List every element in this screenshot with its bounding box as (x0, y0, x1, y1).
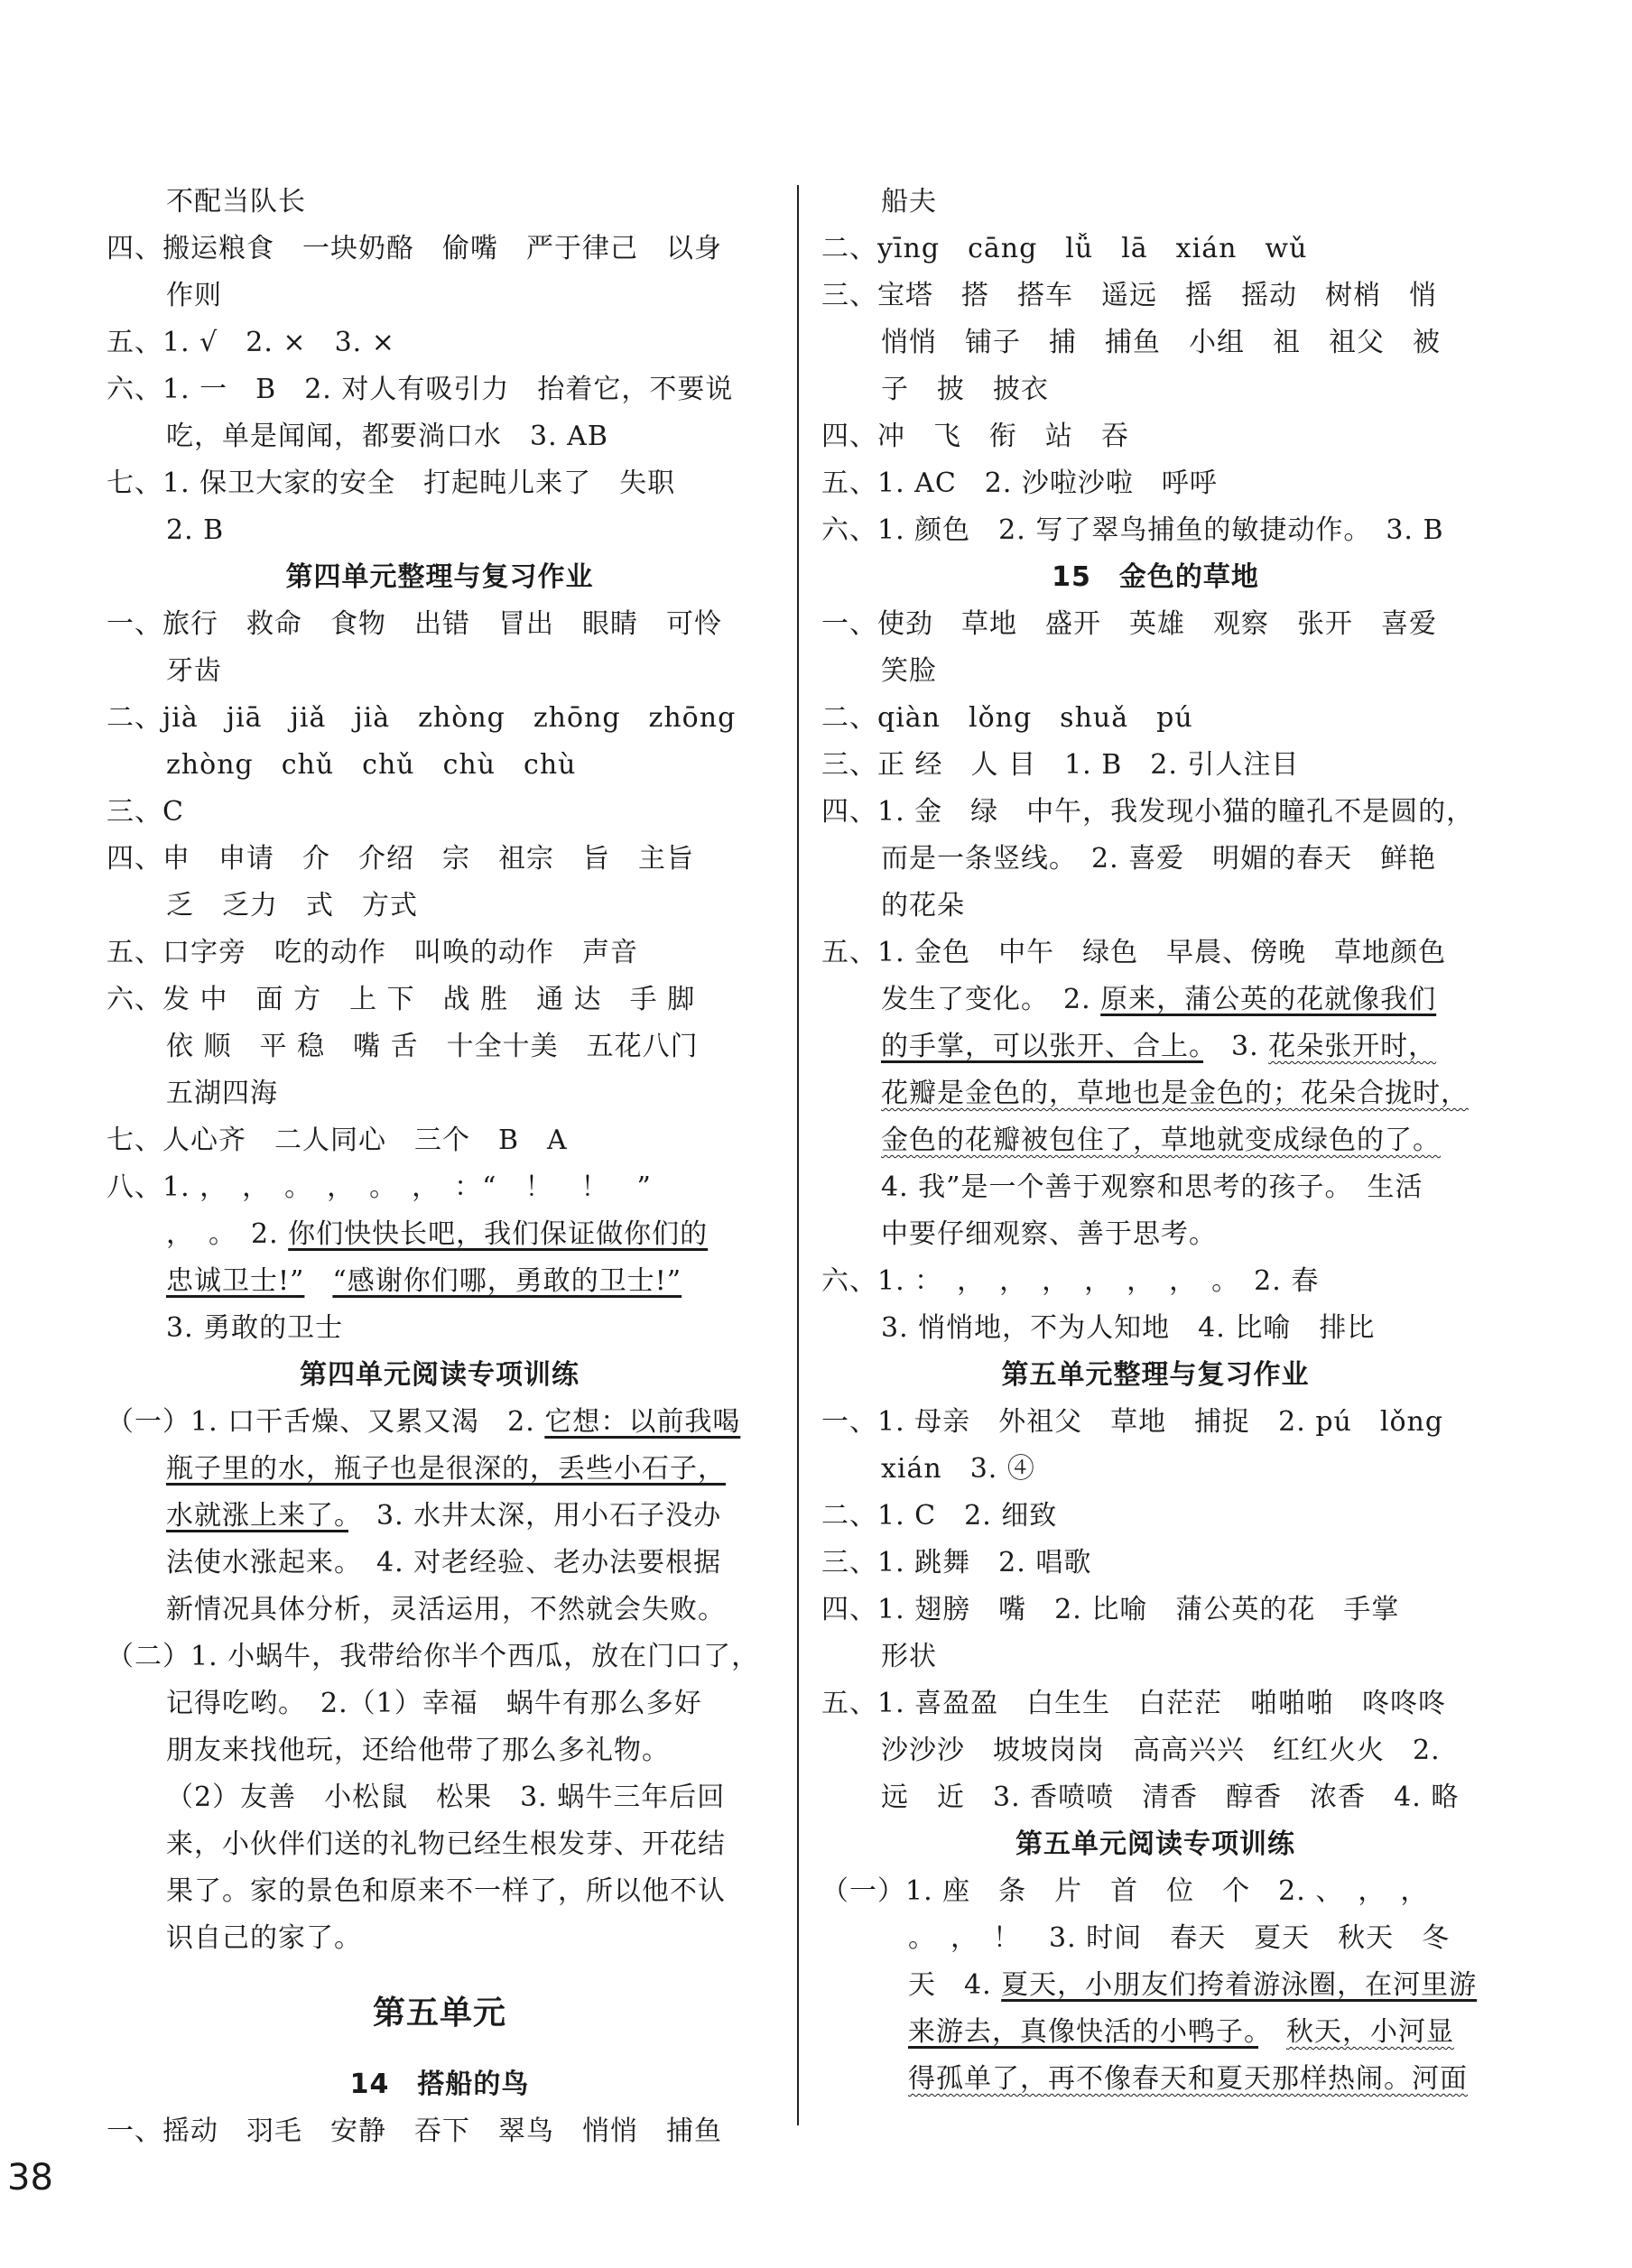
text-segment: 一、使劲 草地 盛开 英雄 观察 张开 喜爱 (821, 608, 1437, 640)
text-segment: 2. B (166, 514, 225, 546)
underlined-text: 你们快快长吧，我们保证做你们的 (288, 1218, 709, 1250)
text-segment: 一、1. 母亲 外祖父 草地 捕捉 2. pú lǒng (821, 1406, 1444, 1438)
answer-line (821, 1211, 1489, 1258)
text-segment: 五湖四海 (166, 1078, 278, 1109)
text-segment: （一）1. 口干舌燥、又累又渴 2. (107, 1406, 545, 1438)
answer-line (107, 366, 773, 413)
text-segment: 发生了变化。 2. (881, 984, 1101, 1015)
text-segment: 六、1. 一 B 2. 对人有吸引力 抬着它，不要说 (107, 374, 734, 405)
text-segment: 一、摇动 羽毛 安静 吞下 翠鸟 悄悄 捕鱼 (107, 2115, 722, 2147)
answer-line (107, 319, 773, 366)
answer-line (107, 1164, 773, 1211)
answer-line (107, 1868, 773, 1915)
unit-heading (107, 1978, 773, 2049)
wavy-underlined-text: 秋天，小河显 (1286, 2016, 1454, 2048)
text-segment: 中要仔细观察、善于思考。 (881, 1218, 1217, 1250)
answer-line (107, 930, 773, 977)
answer-line (107, 883, 773, 930)
answer-line (107, 789, 773, 836)
underlined-text: 它想：以前我喝 (544, 1406, 741, 1438)
answer-line (107, 1915, 773, 1962)
text-segment: 新情况具体分析，灵活运用，不然就会失败。 (166, 1594, 726, 1625)
answer-line (107, 1023, 773, 1070)
text-segment: 五、1. AC 2. 沙啦沙啦 呼呼 (821, 467, 1218, 499)
text-segment: 3. 水井太深，用小石子没办 (348, 1500, 722, 1532)
answer-line (107, 1587, 773, 1634)
text-segment: 4. 我”是一个善于观察和思考的孩子。 生活 (881, 1171, 1423, 1203)
answer-line (107, 836, 773, 883)
text-segment: 三、正 经 人 目 1. B 2. 引人注目 (821, 749, 1300, 781)
text-segment: 15 金色的草地 (1052, 561, 1259, 593)
answer-line (107, 648, 773, 695)
text-segment: （一）1. 座 条 片 首 位 个 2. 、 ， ， (821, 1875, 1429, 1907)
text-segment: 二、qiàn lǒng shuǎ pú (821, 702, 1193, 734)
answer-line (107, 1399, 773, 1446)
underlined-text: 水就涨上来了。 (166, 1500, 348, 1532)
text-segment: 笑脸 (881, 655, 937, 687)
text-segment: 远 近 3. 香喷喷 清香 醇香 浓香 4. 略 (881, 1782, 1460, 1813)
section-heading (821, 1352, 1489, 1399)
answer-line (107, 413, 773, 460)
column-divider (797, 185, 799, 2125)
answer-line (821, 1164, 1489, 1211)
answer-line (821, 1399, 1489, 1446)
text-segment (1258, 2016, 1286, 2048)
answer-line (821, 1023, 1489, 1070)
text-segment: 七、人心齐 二人同心 三个 B A (107, 1125, 568, 1156)
text-segment: 第五单元整理与复习作业 (1001, 1359, 1310, 1391)
text-segment: 五、口字旁 吃的动作 叫唤的动作 声音 (107, 937, 638, 968)
answer-line (821, 1868, 1489, 1915)
text-segment: 一、旅行 救命 食物 出错 冒出 眼睛 可怜 (107, 608, 722, 640)
answer-line (107, 695, 773, 742)
text-segment: zhòng chǔ chǔ chù chù (166, 749, 577, 781)
answer-line (107, 1070, 773, 1117)
answer-line (107, 507, 773, 554)
text-segment (304, 1265, 332, 1297)
text-segment: 形状 (881, 1641, 937, 1672)
text-segment: 识自己的家了。 (166, 1922, 362, 1954)
text-segment: 子 披 披衣 (881, 374, 1049, 405)
underlined-text: “感谢你们哪，勇敢的卫士!” (332, 1265, 682, 1297)
text-segment: ， 。 2. (166, 1218, 289, 1250)
answer-line (821, 1962, 1489, 2009)
answer-line (107, 1117, 773, 1164)
answer-line (821, 319, 1489, 366)
answer-line (821, 930, 1489, 977)
text-segment: 四、冲 飞 衔 站 吞 (821, 421, 1129, 452)
text-segment: 来，小伙伴们送的礼物已经生根发芽、开花结 (166, 1828, 726, 1860)
answer-line (821, 695, 1489, 742)
text-segment: 六、1. 颜色 2. 写了翠鸟捕鱼的敏捷动作。 3. B (821, 514, 1444, 546)
text-segment: 3. (1203, 1031, 1269, 1062)
answer-line (821, 1634, 1489, 1680)
text-segment: 二、yīng cāng lǚ lā xián wǔ (821, 233, 1308, 264)
text-segment: 作则 (166, 280, 222, 311)
text-segment: 五、1. 金色 中午 绿色 早晨、傍晚 草地颜色 (821, 937, 1447, 968)
answer-line (107, 1446, 773, 1493)
section-heading (821, 554, 1489, 601)
answer-line (107, 1680, 773, 1727)
answer-line (821, 1774, 1489, 1821)
answer-line (821, 226, 1489, 273)
text-segment: 船夫 (881, 186, 937, 218)
answer-line (821, 977, 1489, 1023)
answer-line (821, 273, 1489, 319)
text-segment: 依 顺 平 稳 嘴 舌 十全十美 五花八门 (166, 1031, 699, 1062)
page-number: 38 (7, 2157, 53, 2199)
answer-line (821, 1915, 1489, 1962)
text-segment: 四、搬运粮食 一块奶酪 偷嘴 严于律己 以身 (107, 233, 722, 264)
answer-line (107, 1493, 773, 1540)
text-segment: 法使水涨起来。 4. 对老经验、老办法要根据 (166, 1547, 722, 1578)
text-segment: 乏 乏力 式 方式 (166, 890, 418, 921)
answer-line (821, 1305, 1489, 1352)
answer-line (107, 1727, 773, 1774)
answer-line (821, 413, 1489, 460)
answer-line (107, 601, 773, 648)
right-column (821, 179, 1489, 2103)
underlined-text: 瓶子里的水，瓶子也是很深的，丢些小石子， (166, 1453, 726, 1485)
answer-line (821, 1258, 1489, 1305)
text-segment: 第四单元整理与复习作业 (285, 561, 594, 593)
text-segment: 天 4. (908, 1969, 1002, 2001)
text-segment: 牙齿 (166, 655, 222, 687)
text-segment: 朋友来找他玩，还给他带了那么多礼物。 (166, 1735, 670, 1766)
answer-line (107, 977, 773, 1023)
text-segment: 第四单元阅读专项训练 (300, 1359, 580, 1391)
answer-line (821, 1117, 1489, 1164)
section-heading (107, 554, 773, 601)
text-segment: xián 3. ④ (881, 1453, 1035, 1485)
wavy-underlined-text: 花瓣是金色的，草地也是金色的；花朵合拢时， (881, 1078, 1469, 1109)
text-segment: 五、1. √ 2. × 3. × (107, 327, 395, 358)
answer-line (821, 1587, 1489, 1634)
answer-line (821, 1540, 1489, 1587)
section-heading (107, 1352, 773, 1399)
wavy-underlined-text: 得孤单了，再不像春天和夏天那样热闹。河面 (908, 2063, 1468, 2095)
answer-line (821, 789, 1489, 836)
text-segment: 第五单元 (372, 1995, 506, 2032)
text-segment: 第五单元阅读专项训练 (1015, 1828, 1295, 1860)
text-segment: 二、1. C 2. 细致 (821, 1500, 1058, 1532)
text-segment: 而是一条竖线。 2. 喜爱 明媚的春天 鲜艳 (881, 843, 1437, 875)
answer-line (107, 1634, 773, 1680)
underlined-text: 来游去，真像快活的小鸭子。 (908, 2016, 1258, 2048)
text-segment: 。 ， ！ 3. 时间 春天 夏天 秋天 冬 (908, 1922, 1451, 1954)
answer-line (821, 2056, 1489, 2103)
text-segment: 果了。家的景色和原来不一样了，所以他不认 (166, 1875, 726, 1907)
text-segment: 三、1. 跳舞 2. 唱歌 (821, 1547, 1092, 1578)
text-segment: （2）友善 小松鼠 松果 3. 蜗牛三年后回 (166, 1782, 726, 1813)
answer-line (107, 2108, 773, 2155)
wavy-underlined-text: 花朵张开时， (1268, 1031, 1437, 1062)
underlined-text: 的手掌，可以张开、合上。 (881, 1031, 1203, 1062)
answer-line (821, 836, 1489, 883)
answer-line (107, 742, 773, 789)
text-segment: 的花朵 (881, 890, 965, 921)
text-segment: 三、C (107, 796, 184, 828)
text-segment: 五、1. 喜盈盈 白生生 白茫茫 啪啪啪 咚咚咚 (821, 1688, 1447, 1719)
answer-line (107, 1258, 773, 1305)
answer-line (107, 226, 773, 273)
text-segment: 3. 悄悄地，不为人知地 4. 比喻 排比 (881, 1312, 1376, 1344)
text-segment: 吃，单是闻闻，都要淌口水 3. AB (166, 421, 608, 452)
answer-line (821, 648, 1489, 695)
text-segment: 不配当队长 (166, 186, 306, 218)
answer-line (821, 507, 1489, 554)
wavy-underlined-text: 金色的花瓣被包住了，草地就变成绿色的了。 (881, 1125, 1441, 1156)
text-segment: 七、1. 保卫大家的安全 打起盹儿来了 失职 (107, 467, 676, 499)
answer-line (821, 1070, 1489, 1117)
text-segment: 四、申 申请 介 介绍 宗 祖宗 旨 主旨 (107, 843, 694, 875)
text-segment: 二、jià jiā jiǎ jià zhòng zhōng zhōng (107, 702, 737, 734)
answer-line (107, 273, 773, 319)
answer-line (821, 2009, 1489, 2056)
text-segment: 六、发 中 面 方 上 下 战 胜 通 达 手 脚 (107, 984, 696, 1015)
underlined-text: 夏天，小朋友们挎着游泳圈，在河里游 (1001, 1969, 1478, 2001)
answer-line (821, 460, 1489, 507)
underlined-text: 忠诚卫士!” (166, 1265, 305, 1297)
text-segment: 四、1. 金 绿 中午，我发现小猫的瞳孔不是圆的， (821, 796, 1475, 828)
answer-line (821, 883, 1489, 930)
text-segment: 14 搭船的鸟 (349, 2069, 530, 2100)
text-segment: 记得吃哟。 2.（1）幸福 蜗牛有那么多好 (166, 1688, 702, 1719)
text-segment: 四、1. 翅膀 嘴 2. 比喻 蒲公英的花 手掌 (821, 1594, 1400, 1625)
answer-line (821, 179, 1489, 226)
text-segment: 六、1. ： ， ， ， ， ， ， 。 2. 春 (821, 1265, 1320, 1297)
text-segment: 沙沙沙 坡坡岗岗 高高兴兴 红红火火 2. (881, 1735, 1441, 1766)
answer-line (821, 1446, 1489, 1493)
answer-line (821, 1493, 1489, 1540)
answer-line (107, 1540, 773, 1587)
text-segment: （二）1. 小蜗牛，我带给你半个西瓜，放在门口了， (107, 1641, 760, 1672)
answer-line (821, 1680, 1489, 1727)
text-segment: 悄悄 铺子 捕 捕鱼 小组 祖 祖父 被 (881, 327, 1441, 358)
underlined-text: 原来，蒲公英的花就像我们 (1100, 984, 1437, 1015)
section-heading (107, 2061, 773, 2108)
answer-line (821, 601, 1489, 648)
answer-line (107, 1774, 773, 1821)
text-segment: 三、宝塔 搭 搭车 遥远 摇 摇动 树梢 悄 (821, 280, 1437, 311)
answer-line (107, 460, 773, 507)
answer-line (107, 1305, 773, 1352)
answer-line (821, 1727, 1489, 1774)
answer-line (107, 1821, 773, 1868)
section-heading (821, 1821, 1489, 1868)
left-column (107, 179, 773, 2155)
answer-line (107, 179, 773, 226)
answer-line (821, 366, 1489, 413)
answer-line (107, 1211, 773, 1258)
text-segment: 八、1. ， ， 。 ， 。 ， ：“ ！ ！ ” (107, 1171, 652, 1203)
answer-line (821, 742, 1489, 789)
text-segment: 3. 勇敢的卫士 (166, 1312, 344, 1344)
